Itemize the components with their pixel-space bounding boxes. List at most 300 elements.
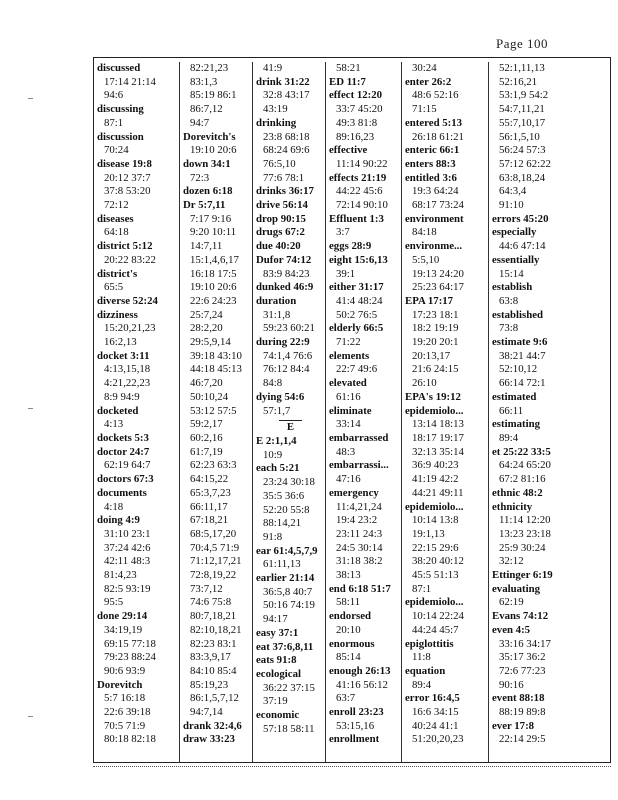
index-reference: 23:8 68:18 <box>263 130 310 143</box>
index-reference: 40:24 41:1 <box>412 719 459 732</box>
index-reference: 4:13 <box>104 418 124 431</box>
index-reference: 19:10 20:6 <box>190 144 237 157</box>
index-reference: 57:1,7 <box>263 404 291 417</box>
index-reference: 77:6 78:1 <box>263 171 305 184</box>
index-reference: 28:2,20 <box>190 322 223 335</box>
index-reference: 36:5,8 40:7 <box>263 585 313 598</box>
index-entry: diverse 52:24 <box>97 294 158 307</box>
index-reference: 42:11 48:3 <box>104 555 151 568</box>
index-entry: dunked 46:9 <box>256 281 314 294</box>
index-entry: Effluent 1:3 <box>329 212 384 225</box>
index-reference: 69:15 77:18 <box>104 637 156 650</box>
index-entry: essentially <box>492 253 540 266</box>
index-entry: draw 33:23 <box>183 733 235 746</box>
index-reference: 70:5 71:9 <box>104 719 146 732</box>
index-entry: dizziness <box>97 308 138 321</box>
index-reference: 37:8 53:20 <box>104 185 151 198</box>
index-reference: 8:9 94:9 <box>104 390 140 403</box>
index-reference: 52:20 55:8 <box>263 503 310 516</box>
index-entry: environme... <box>405 240 463 253</box>
index-reference: 30:24 <box>412 62 437 74</box>
index-entry: enough 26:13 <box>329 664 391 677</box>
index-entry: entitled 3:6 <box>405 171 457 184</box>
index-reference: 79:23 88:24 <box>104 651 156 664</box>
index-reference: 37:24 42:6 <box>104 541 151 554</box>
index-reference: 55:7,10,17 <box>499 116 546 129</box>
index-entry: easy 37:1 <box>256 626 299 639</box>
index-reference: 70:4,5 71:9 <box>190 541 240 554</box>
index-reference: 83:9 84:23 <box>263 267 310 280</box>
index-reference: 39:18 43:10 <box>190 349 242 362</box>
index-reference: 18:2 19:19 <box>412 322 459 335</box>
index-reference: 19:20 20:1 <box>412 336 459 349</box>
index-entry: drop 90:15 <box>256 212 306 225</box>
index-reference: 32:12 <box>499 555 524 568</box>
index-entry: epiglottitis <box>405 637 454 650</box>
index-reference: 57:18 58:11 <box>263 722 315 735</box>
index-reference: 72:8,19,22 <box>190 569 237 582</box>
index-reference: 94:17 <box>263 613 288 626</box>
index-entry: EPA's 19:12 <box>405 390 461 403</box>
index-reference: 15:1,4,6,17 <box>190 253 239 266</box>
index-reference: 39:1 <box>336 267 356 280</box>
index-reference: 89:16,23 <box>336 130 375 143</box>
index-reference: 53:15,16 <box>336 719 375 732</box>
index-reference: 33:7 45:20 <box>336 103 383 116</box>
index-entry: especially <box>492 226 537 239</box>
index-reference: 53:12 57:5 <box>190 404 237 417</box>
index-reference: 67:2 81:16 <box>499 473 546 486</box>
index-entry: environment <box>405 212 464 225</box>
index-reference: 35:17 36:2 <box>499 651 546 664</box>
index-reference: 67:18,21 <box>190 514 229 527</box>
index-reference: 72:6 77:23 <box>499 664 546 677</box>
index-reference: 11:14 12:20 <box>499 514 551 527</box>
index-entry: enteric 66:1 <box>405 144 460 157</box>
index-entry: district 5:12 <box>97 240 153 253</box>
index-reference: 82:10,18,21 <box>190 623 242 636</box>
index-reference: 25:7,24 <box>190 308 223 321</box>
index-reference: 4:21,22,23 <box>104 377 151 390</box>
index-entry: dozen 6:18 <box>183 185 233 198</box>
index-reference: 63:7 <box>336 692 356 705</box>
index-reference: 19:13 24:20 <box>412 267 464 280</box>
index-entry: dying 54:6 <box>256 390 305 403</box>
index-reference: 66:11,17 <box>190 500 228 513</box>
index-reference: 89:4 <box>412 678 432 691</box>
index-reference: 76:12 84:4 <box>263 363 310 376</box>
index-reference: 61:16 <box>336 390 361 403</box>
index-reference: 44:22 45:6 <box>336 185 383 198</box>
index-reference: 46:7,20 <box>190 377 223 390</box>
index-reference: 88:19 89:8 <box>499 706 546 719</box>
index-entry: drive 56:14 <box>256 199 308 212</box>
index-reference: 44:24 45:7 <box>412 623 459 636</box>
index-entry: economic <box>256 709 300 722</box>
index-reference: 24:5 30:14 <box>336 541 383 554</box>
index-reference: 56:24 57:3 <box>499 144 546 157</box>
index-reference: 81:4,23 <box>104 569 137 582</box>
index-reference: 41:16 56:12 <box>336 678 388 691</box>
index-reference: 71:22 <box>336 336 361 349</box>
index-reference: 76:5,10 <box>263 157 296 170</box>
index-reference: 31:18 38:2 <box>336 555 383 568</box>
index-entry: doing 4:9 <box>97 514 140 527</box>
index-reference: 56:1,5,10 <box>499 130 540 143</box>
index-reference: 64:3,4 <box>499 185 527 198</box>
index-reference: 62:19 <box>499 596 524 609</box>
index-entry: epidemiolo... <box>405 596 464 609</box>
index-reference: 71:15 <box>412 103 437 116</box>
index-reference: 85:19,23 <box>190 678 229 691</box>
index-reference: 4:13,15,18 <box>104 363 151 376</box>
index-column-5 <box>401 62 488 762</box>
index-entry: enroll 23:23 <box>329 706 384 719</box>
index-reference: 20:12 37:7 <box>104 171 151 184</box>
index-entry: effect 12:20 <box>329 89 383 102</box>
index-reference: 87:1 <box>104 116 124 129</box>
index-entry: ear 61:4,5,7,9 <box>256 544 318 557</box>
index-reference: 59:2,17 <box>190 418 223 431</box>
index-entry: due 40:20 <box>256 240 301 253</box>
index-reference: 11:4,21,24 <box>336 500 382 513</box>
index-entry: estimated <box>492 390 537 403</box>
index-reference: 44:21 49:11 <box>412 486 464 499</box>
section-letter-text: E <box>279 420 302 435</box>
index-reference: 51:20,20,23 <box>412 733 464 746</box>
index-entry: errors 45:20 <box>492 212 549 225</box>
index-reference: 63:8,18,24 <box>499 171 546 184</box>
index-entry: doctor 24:7 <box>97 445 150 458</box>
index-entry: each 5:21 <box>256 462 300 475</box>
index-reference: 80:18 82:18 <box>104 733 156 746</box>
index-entry: documents <box>97 486 147 499</box>
index-reference: 43:19 <box>263 103 288 116</box>
index-entry: ecological <box>256 667 301 680</box>
index-reference: 13:14 18:13 <box>412 418 464 431</box>
index-column-3 <box>252 62 325 762</box>
index-reference: 91:10 <box>499 199 524 212</box>
index-entry: doctors 67:3 <box>97 473 154 486</box>
index-entry: eggs 28:9 <box>329 240 372 253</box>
index-reference: 74:6 75:8 <box>190 596 232 609</box>
index-reference: 17:23 18:1 <box>412 308 459 321</box>
section-letter <box>253 418 325 435</box>
index-entry: drinks 36:17 <box>256 185 314 198</box>
index-entry: endorsed <box>329 610 371 623</box>
index-reference: 22:6 39:18 <box>104 706 151 719</box>
index-reference: 32:13 35:14 <box>412 445 464 458</box>
index-reference: 65:5 <box>104 281 124 294</box>
index-entry: event 88:18 <box>492 692 545 705</box>
index-entry: duration <box>256 294 297 307</box>
index-entry: drinking <box>256 116 297 129</box>
index-reference: 58:21 <box>336 62 361 74</box>
index-entry: district's <box>97 267 138 280</box>
index-reference: 71:12,17,21 <box>190 555 242 568</box>
index-reference: 20:22 83:22 <box>104 253 156 266</box>
index-reference: 36:9 40:23 <box>412 459 459 472</box>
index-reference: 62:19 64:7 <box>104 459 151 472</box>
index-reference: 33:14 <box>336 418 361 431</box>
index-reference: 88:14,21 <box>263 517 302 530</box>
index-reference: 86:7,12 <box>190 103 223 116</box>
index-reference: 10:14 22:24 <box>412 610 464 623</box>
index-reference: 52:1,11,13 <box>499 62 545 74</box>
index-reference: 16:18 17:5 <box>190 267 237 280</box>
index-reference: 7:17 9:16 <box>190 212 232 225</box>
index-reference: 19:1,13 <box>412 527 445 540</box>
index-reference: 11:14 90:22 <box>336 157 388 170</box>
index-reference: 59:23 60:21 <box>263 322 315 335</box>
index-reference: 50:2 76:5 <box>336 308 378 321</box>
index-reference: 63:8 <box>499 294 519 307</box>
index-entry: drugs 67:2 <box>256 226 305 239</box>
index-entry: ever 17:8 <box>492 719 535 732</box>
index-reference: 64:15,22 <box>190 473 229 486</box>
index-reference: 72:14 90:10 <box>336 199 388 212</box>
index-entry: elderly 66:5 <box>329 322 384 335</box>
index-reference: 64:24 65:20 <box>499 459 551 472</box>
index-entry: estimate 9:6 <box>492 336 548 349</box>
index-reference: 44:6 47:14 <box>499 240 546 253</box>
index-entry: effects 21:19 <box>329 171 387 184</box>
index-entry: drink 31:22 <box>256 75 310 88</box>
index-entry: established <box>492 308 543 321</box>
index-entry: discussing <box>97 103 144 116</box>
index-reference: 83:3,9,17 <box>190 651 231 664</box>
index-reference: 22:15 29:6 <box>412 541 459 554</box>
index-entry: either 31:17 <box>329 281 384 294</box>
index-reference: 37:19 <box>263 695 288 708</box>
index-reference: 85:19 86:1 <box>190 89 237 102</box>
index-reference: 48:6 52:16 <box>412 89 459 102</box>
index-entry: emergency <box>329 486 379 499</box>
index-entry: equation <box>405 664 446 677</box>
index-entry: embarrassed <box>329 431 389 444</box>
index-reference: 26:18 61:21 <box>412 130 464 143</box>
index-entry: et 25:22 33:5 <box>492 445 551 458</box>
index-reference: 90:16 <box>499 678 524 691</box>
index-reference: 68:24 69:6 <box>263 144 310 157</box>
index-entry: epidemiolo... <box>405 500 464 513</box>
index-column-1 <box>94 62 178 762</box>
index-reference: 19:3 64:24 <box>412 185 459 198</box>
index-reference: 23:11 24:3 <box>336 527 383 540</box>
index-entry: enter 26:2 <box>405 75 452 88</box>
index-reference: 60:2,16 <box>190 431 223 444</box>
index-reference: 50:10,24 <box>190 390 229 403</box>
index-reference: 83:1,3 <box>190 75 218 88</box>
margin-tick <box>28 408 33 409</box>
index-reference: 89:4 <box>499 431 519 444</box>
margin-tick <box>28 716 33 717</box>
index-entry: diseases <box>97 212 134 225</box>
index-reference: 52:16,21 <box>499 75 538 88</box>
index-reference: 73:7,12 <box>190 582 223 595</box>
index-reference: 91:8 <box>263 530 283 543</box>
index-reference: 32:8 43:17 <box>263 89 310 102</box>
index-reference: 57:12 62:22 <box>499 157 551 170</box>
index-entry: elevated <box>329 377 367 390</box>
index-reference: 19:10 20:6 <box>190 281 237 294</box>
index-reference: 10:9 <box>263 448 283 461</box>
index-reference: 70:24 <box>104 144 129 157</box>
index-reference: 85:14 <box>336 651 361 664</box>
index-entry: error 16:4,5 <box>405 692 460 705</box>
index-reference: 95:5 <box>104 596 124 609</box>
index-entry: entered 5:13 <box>405 116 463 129</box>
bottom-rule <box>93 766 611 767</box>
index-reference: 45:5 51:13 <box>412 569 459 582</box>
index-reference: 52:10,12 <box>499 363 538 376</box>
index-entry: Dr 5:7,11 <box>183 199 226 212</box>
index-reference: 68:17 73:24 <box>412 199 464 212</box>
index-entry: eliminate <box>329 404 372 417</box>
index-column-4 <box>325 62 401 762</box>
index-entry: effective <box>329 144 368 157</box>
index-reference: 26:10 <box>412 377 437 390</box>
index-reference: 22:7 49:6 <box>336 363 378 376</box>
index-reference: 72:12 <box>104 199 129 212</box>
index-reference: 62:23 63:3 <box>190 459 237 472</box>
index-reference: 58:11 <box>336 596 361 609</box>
index-reference: 29:5,9,14 <box>190 336 231 349</box>
index-column-2 <box>179 62 252 762</box>
index-reference: 66:11 <box>499 404 524 417</box>
index-reference: 94:7 <box>190 116 210 129</box>
index-entry: dockets 5:3 <box>97 431 149 444</box>
index-entry: docket 3:11 <box>97 349 150 362</box>
index-entry: ethnic 48:2 <box>492 486 543 499</box>
index-reference: 18:17 19:17 <box>412 431 464 444</box>
index-entry: drank 32:4,6 <box>183 719 242 732</box>
index-reference: 64:18 <box>104 226 129 239</box>
index-entry: even 4:5 <box>492 623 531 636</box>
index-entry: down 34:1 <box>183 157 231 170</box>
index-entry: Dorevitch <box>97 678 143 691</box>
index-entry: discussed <box>97 62 141 74</box>
index-reference: 31:10 23:1 <box>104 527 151 540</box>
index-entry: during 22:9 <box>256 336 310 349</box>
index-reference: 87:1 <box>412 582 432 595</box>
index-reference: 68:5,17,20 <box>190 527 237 540</box>
index-reference: 49:3 81:8 <box>336 116 378 129</box>
index-reference: 9:20 10:11 <box>190 226 237 239</box>
index-reference: 25:23 64:17 <box>412 281 464 294</box>
index-reference: 86:1,5,7,12 <box>190 692 239 705</box>
margin-tick <box>28 98 33 99</box>
index-reference: 20:10 <box>336 623 361 636</box>
index-entry: ethnicity <box>492 500 533 513</box>
index-entry: estimating <box>492 418 540 431</box>
index-reference: 94:7,14 <box>190 706 223 719</box>
index-reference: 15:20,21,23 <box>104 322 156 335</box>
index-entry: evaluating <box>492 582 540 595</box>
index-reference: 5:7 16:18 <box>104 692 146 705</box>
index-reference: 80:7,18,21 <box>190 610 237 623</box>
index-entry: earlier 21:14 <box>256 572 315 585</box>
index-reference: 31:1,8 <box>263 308 291 321</box>
index-reference: 33:16 34:17 <box>499 637 551 650</box>
index-table <box>93 57 611 763</box>
index-reference: 84:8 <box>263 377 283 390</box>
index-reference: 35:5 36:6 <box>263 489 305 502</box>
index-entry: end 6:18 51:7 <box>329 582 391 595</box>
index-reference: 84:10 85:4 <box>190 664 237 677</box>
index-column-6 <box>488 62 611 762</box>
index-reference: 82:5 93:19 <box>104 582 151 595</box>
index-reference: 84:18 <box>412 226 437 239</box>
index-entry: discussion <box>97 130 144 143</box>
index-entry: EPA 17:17 <box>405 294 454 307</box>
index-reference: 10:14 13:8 <box>412 514 459 527</box>
index-entry: eat 37:6,8,11 <box>256 640 314 653</box>
index-entry: eats 91:8 <box>256 654 297 667</box>
index-reference: 94:6 <box>104 89 124 102</box>
index-entry: enrollment <box>329 733 380 746</box>
index-entry: elements <box>329 349 370 362</box>
index-reference: 53:1,9 54:2 <box>499 89 549 102</box>
index-entry: E 2:1,1,4 <box>256 434 297 447</box>
index-entry: done 29:14 <box>97 610 148 623</box>
index-reference: 66:14 72:1 <box>499 377 546 390</box>
index-entry: Dorevitch's <box>183 130 236 143</box>
index-reference: 25:9 30:24 <box>499 541 546 554</box>
index-reference: 54:7,11,21 <box>499 103 545 116</box>
index-reference: 3:7 <box>336 226 350 239</box>
index-reference: 47:16 <box>336 473 361 486</box>
index-reference: 61:11,13 <box>263 558 301 571</box>
index-entry: Evans 74:12 <box>492 610 549 623</box>
index-reference: 13:23 23:18 <box>499 527 551 540</box>
index-entry: disease 19:8 <box>97 157 152 170</box>
index-reference: 38:20 40:12 <box>412 555 464 568</box>
index-reference: 20:13,17 <box>412 349 451 362</box>
index-reference: 41:19 42:2 <box>412 473 459 486</box>
index-reference: 34:19,19 <box>104 623 143 636</box>
index-reference: 38:21 44:7 <box>499 349 546 362</box>
page-number: Page 100 <box>496 36 549 51</box>
index-reference: 16:6 34:15 <box>412 706 459 719</box>
index-entry: ED 11:7 <box>329 75 366 88</box>
index-entry: enters 88:3 <box>405 157 456 170</box>
index-entry: docketed <box>97 404 139 417</box>
index-reference: 15:14 <box>499 267 524 280</box>
index-reference: 82:23 83:1 <box>190 637 237 650</box>
index-reference: 23:24 30:18 <box>263 476 315 489</box>
index-reference: 22:14 29:5 <box>499 733 546 746</box>
index-reference: 41:4 48:24 <box>336 294 383 307</box>
index-reference: 17:14 21:14 <box>104 75 156 88</box>
index-entry: Dufor 74:12 <box>256 253 312 266</box>
index-reference: 19:4 23:2 <box>336 514 378 527</box>
index-reference: 36:22 37:15 <box>263 681 315 694</box>
index-reference: 90:6 93:9 <box>104 664 146 677</box>
index-reference: 65:3,7,23 <box>190 486 231 499</box>
index-reference: 41:9 <box>263 62 283 74</box>
index-reference: 4:18 <box>104 500 124 513</box>
index-entry: eight 15:6,13 <box>329 253 388 266</box>
index-reference: 44:18 45:13 <box>190 363 242 376</box>
index-entry: establish <box>492 281 533 294</box>
index-reference: 50:16 74:19 <box>263 599 315 612</box>
index-entry: enormous <box>329 637 375 650</box>
index-reference: 38:13 <box>336 569 361 582</box>
index-reference: 72:3 <box>190 171 210 184</box>
index-reference: 5:5,10 <box>412 253 440 266</box>
index-entry: epidemiolo... <box>405 404 464 417</box>
